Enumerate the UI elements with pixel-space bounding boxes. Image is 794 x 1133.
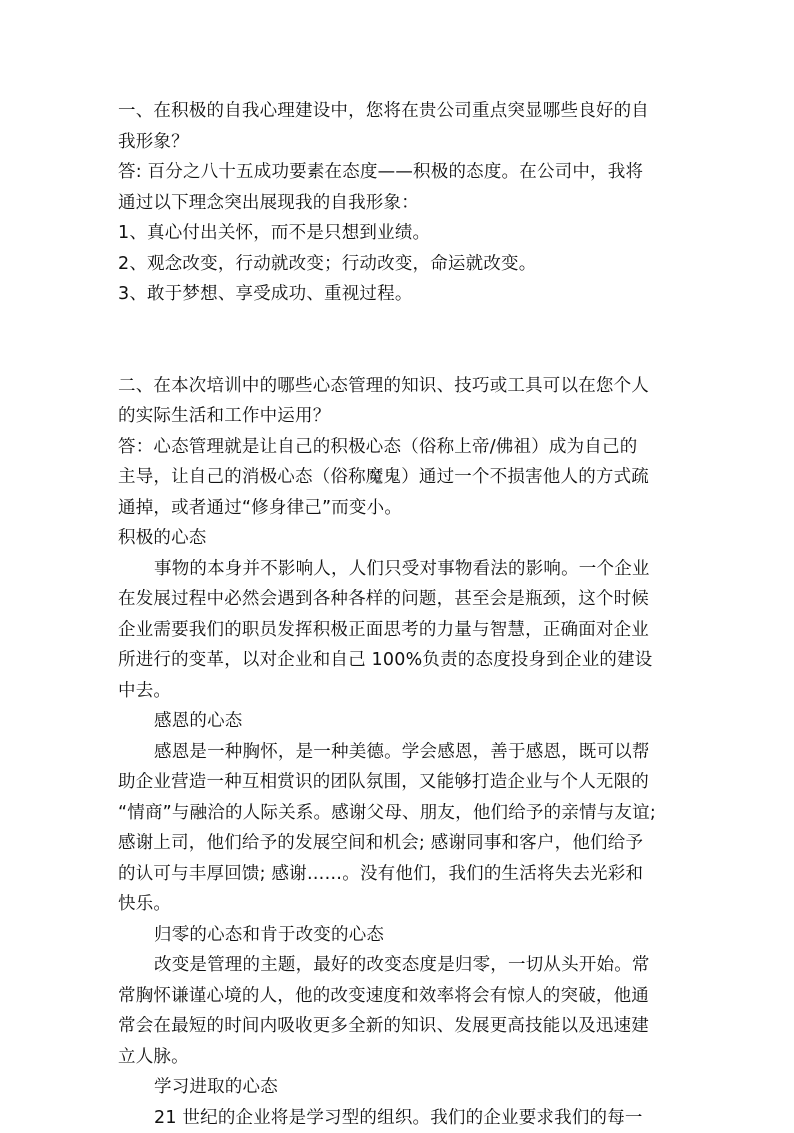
- paragraph-line: 常会在最短的时间内吸收更多全新的知识、发展更高技能以及迅速建: [118, 1011, 678, 1042]
- paragraph-line: 感恩是一种胸怀，是一种美德。学会感恩，善于感恩，既可以帮: [118, 737, 678, 768]
- list-item: 3、敢于梦想、享受成功、重视过程。: [118, 279, 678, 310]
- paragraph-line: 常胸怀谦谨心境的人，他的改变速度和效率将会有惊人的突破，他通: [118, 981, 678, 1012]
- paragraph-line: 改变是管理的主题，最好的改变态度是归零，一切从头开始。常: [118, 950, 678, 981]
- zero-mindset-title: 归零的心态和肯于改变的心态: [118, 920, 678, 951]
- list-item: 1、真心付出关怀，而不是只想到业绩。: [118, 218, 678, 249]
- paragraph-line: 所进行的变革，以对企业和自己 100%负责的态度投身到企业的建设: [118, 645, 678, 676]
- section-1-answer-line-1: 答: 百分之八十五成功要素在态度——积极的态度。在公司中，我将: [118, 157, 678, 188]
- section-1-heading-line-2: 我形象？: [118, 127, 678, 158]
- list-item: 2、观念改变，行动就改变；行动改变，命运就改变。: [118, 249, 678, 280]
- paragraph-line: 快乐。: [118, 889, 678, 920]
- paragraph-line: 企业需要我们的职员发挥积极正面思考的力量与智慧，正确面对企业: [118, 615, 678, 646]
- section-2-heading-line-1: 二、在本次培训中的哪些心态管理的知识、技巧或工具可以在您个人: [118, 371, 678, 402]
- positive-mindset-title: 积极的心态: [118, 523, 678, 554]
- paragraph-line: 感谢上司，他们给予的发展空间和机会; 感谢同事和客户，他们给予: [118, 828, 678, 859]
- paragraph-line: 事物的本身并不影响人，人们只受对事物看法的影响。一个企业: [118, 554, 678, 585]
- paragraph-line: 的认可与丰厚回馈; 感谢……。没有他们，我们的生活将失去光彩和: [118, 859, 678, 890]
- paragraph-line: “情商”与融洽的人际关系。感谢父母、朋友，他们给予的亲情与友谊;: [118, 798, 678, 829]
- section-2-heading-line-2: 的实际生活和工作中运用？: [118, 401, 678, 432]
- section-2: [118, 371, 678, 1133]
- section-1: [118, 96, 678, 310]
- section-2-answer-line-3: 通掉，或者通过“修身律己”而变小。: [118, 493, 678, 524]
- section-1-answer-line-2: 通过以下理念突出展现我的自我形象：: [118, 188, 678, 219]
- section-2-answer-line-1: 答：心态管理就是让自己的积极心态（俗称上帝/佛祖）成为自己的: [118, 432, 678, 463]
- section-1-heading-line-1: 一、在积极的自我心理建设中，您将在贵公司重点突显哪些良好的自: [118, 96, 678, 127]
- section-2-answer-line-2: 主导，让自己的消极心态（俗称魔鬼）通过一个不损害他人的方式疏: [118, 462, 678, 493]
- section-spacer: [118, 310, 678, 371]
- paragraph-line: 立人脉。: [118, 1042, 678, 1073]
- paragraph-line: 助企业营造一种互相赏识的团队氛围，又能够打造企业与个人无限的: [118, 767, 678, 798]
- paragraph-line: 中去。: [118, 676, 678, 707]
- paragraph-line: 21 世纪的企业将是学习型的组织。我们的企业要求我们的每一: [118, 1103, 678, 1133]
- paragraph-line: 在发展过程中必然会遇到各种各样的问题，甚至会是瓶颈，这个时候: [118, 584, 678, 615]
- document-page: [118, 96, 678, 1133]
- gratitude-mindset-title: 感恩的心态: [118, 706, 678, 737]
- learning-mindset-title: 学习进取的心态: [118, 1072, 678, 1103]
